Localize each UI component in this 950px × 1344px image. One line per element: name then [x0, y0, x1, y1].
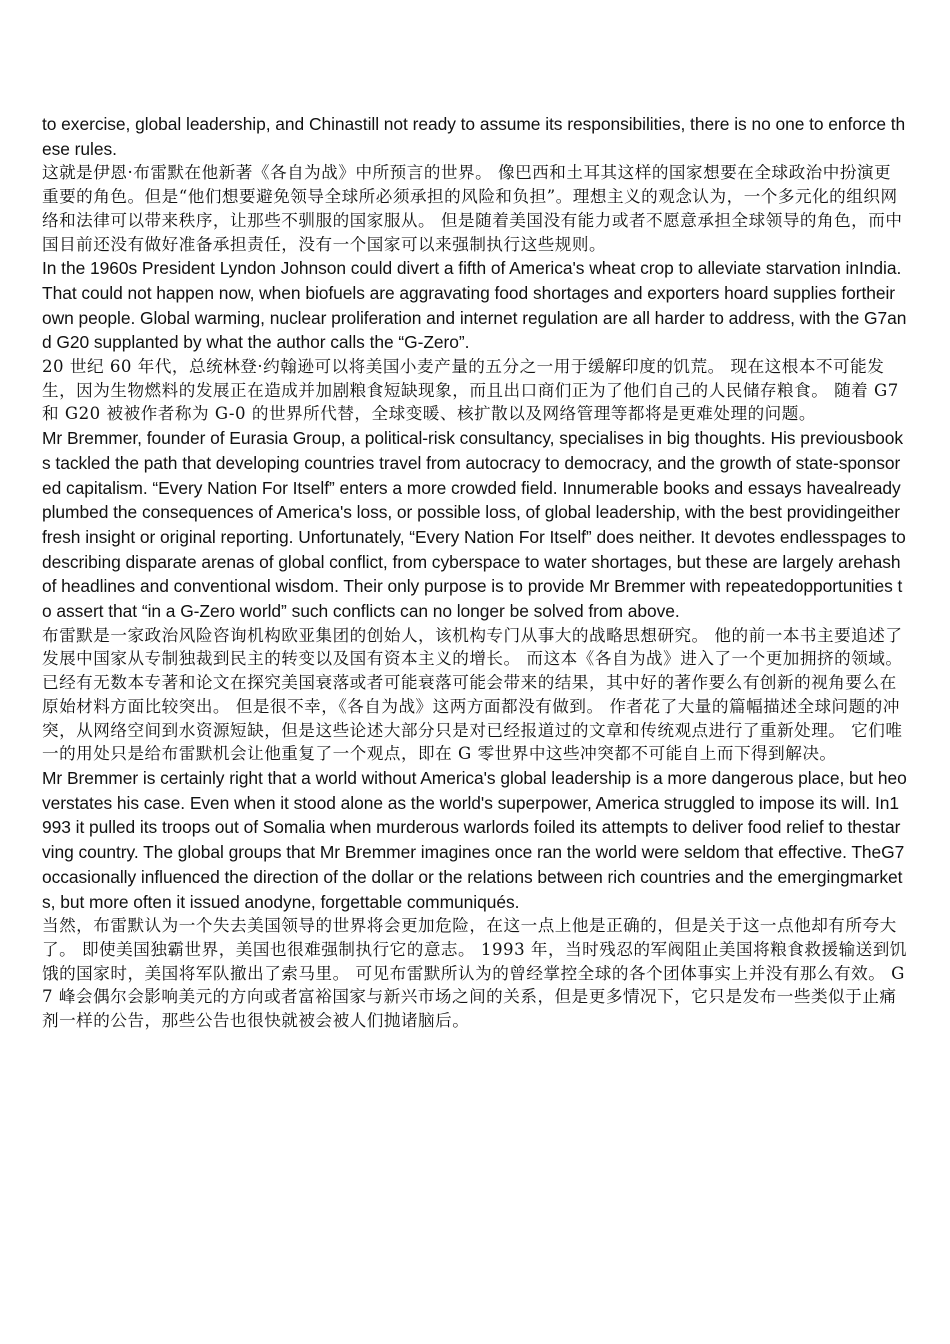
paragraph-en-4: Mr Bremmer is certainly right that a world without America's global leadership is a more dangerous place, but heoverstates his case. Even when it stood alone as the world's superpower, America struggled to impose its will. In1993 it pulled its troops out of Somalia when murderous warlords foiled its attempts to deliver food relief to thestarving country. The global groups that Mr Bremmer imagines once ran the world were seldom that effective. TheG7 occasionally influenced the direction of the dollar or the relations between rich countries and the emergingmarkets, but more often it issued anodyne, forgettable communiqués.: [42, 767, 907, 912]
paragraph-en-1: to exercise, global leadership, and Chinastill not ready to assume its responsibilities, there is no one to enforce these rules.: [42, 114, 906, 159]
paragraph-zh-3: 布雷默是一家政治风险咨询机构欧亚集团的创始人，该机构专门从事大的战略思想研究。 他的前一本书主要追述了发展中国家从专制独裁到民主的转变以及国有资本主义的增长。 而这本《各自为战》进入了一个更加拥挤的领域。 已经有无数本专著和论文在探究美国衰落或者可能衰落可能会带来的结果，其中好的著作要么有创新的视角要么在原始材料方面比较突出。 但是很不幸，《各自为战》这两方面都没有做到。 作者花了大量的篇幅描述全球问题的冲突，从网络空间到水资源短缺，但是这些论述大部分只是对已经报道过的文章和传统观点进行了重新处理。 它们唯一的用处只是给布雷默机会让他重复了一个观点，即在 G 零世界中这些冲突都不可能自上而下得到解决。: [42, 625, 903, 764]
paragraph-zh-2: 20 世纪 60 年代，总统林登·约翰逊可以将美国小麦产量的五分之一用于缓解印度的饥荒。 现在这根本不可能发生，因为生物燃料的发展正在造成并加剧粮食短缺现象，而且出口商们正为了他们自己的人民储存粮食。 随着 G7 和 G20 被被作者称为 G-0 的世界所代替，全球变暖、核扩散以及网络管理等都将是更难处理的问题。: [42, 357, 899, 424]
paragraph-zh-1: 这就是伊恩·布雷默在他新著《各自为战》中所预言的世界。 像巴西和土耳其这样的国家想要在全球政治中扮演更重要的角色。但是“他们想要避免领导全球所必须承担的风险和负担”。理想主义的观念认为，一个多元化的组织网络和法律可以带来秩序，让那些不驯服的国家服从。 但是随着美国没有能力或者不愿意承担全球领导的角色，而中国目前还没有做好准备承担责任，没有一个国家可以来强制执行这些规则。: [42, 163, 903, 254]
paragraph-en-3: Mr Bremmer, founder of Eurasia Group, a political-risk consultancy, specialises in big thoughts. His previousbooks tackled the path that developing countries travel from autocracy to democracy, and the growth of state-sponsored capitalism. “Every Nation For Itself” enters a more crowded field. Innumerable books and essays havealready plumbed the consequences of America's loss, or possible loss, of global leadership, with the best providingeither fresh insight or original reporting. Unfortunately, “Every Nation For Itself” does neither. It devotes endlesspages to describing disparate arenas of global conflict, from cyberspace to water shortages, but these are largely arehash of headlines and conventional wisdom. Their only purpose is to provide Mr Bremmer with repeatedopportunities to assert that “in a G-Zero world” such conflicts can no longer be solved from above.: [42, 428, 906, 622]
paragraph-zh-4: 当然，布雷默认为一个失去美国领导的世界将会更加危险，在这一点上他是正确的，但是关于这一点他却有所夸大了。 即使美国独霸世界，美国也很难强制执行它的意志。 1993 年，当时残忍的军阀阻止美国将粮食救援输送到饥饿的国家时，美国将军队撤出了索马里。 可见布雷默所认为的曾经掌控全球的各个团体事实上并没有那么有效。 G7 峰会偶尔会影响美元的方向或者富裕国家与新兴市场之间的关系，但是更多情况下，它只是发布一些类似于止痛剂一样的公告，那些公告也很快就被会被人们抛诸脑后。: [42, 916, 907, 1031]
paragraph-en-2: In the 1960s President Lyndon Johnson could divert a fifth of America's wheat crop to alleviate starvation inIndia. That could not happen now, when biofuels are aggravating food shortages and exporters hoard supplies fortheir own people. Global warming, nuclear proliferation and internet regulation are all harder to address, with the G7and G20 supplanted by what the author calls the “G-Zero”.: [42, 258, 907, 353]
document-page: [42, 112, 908, 1033]
